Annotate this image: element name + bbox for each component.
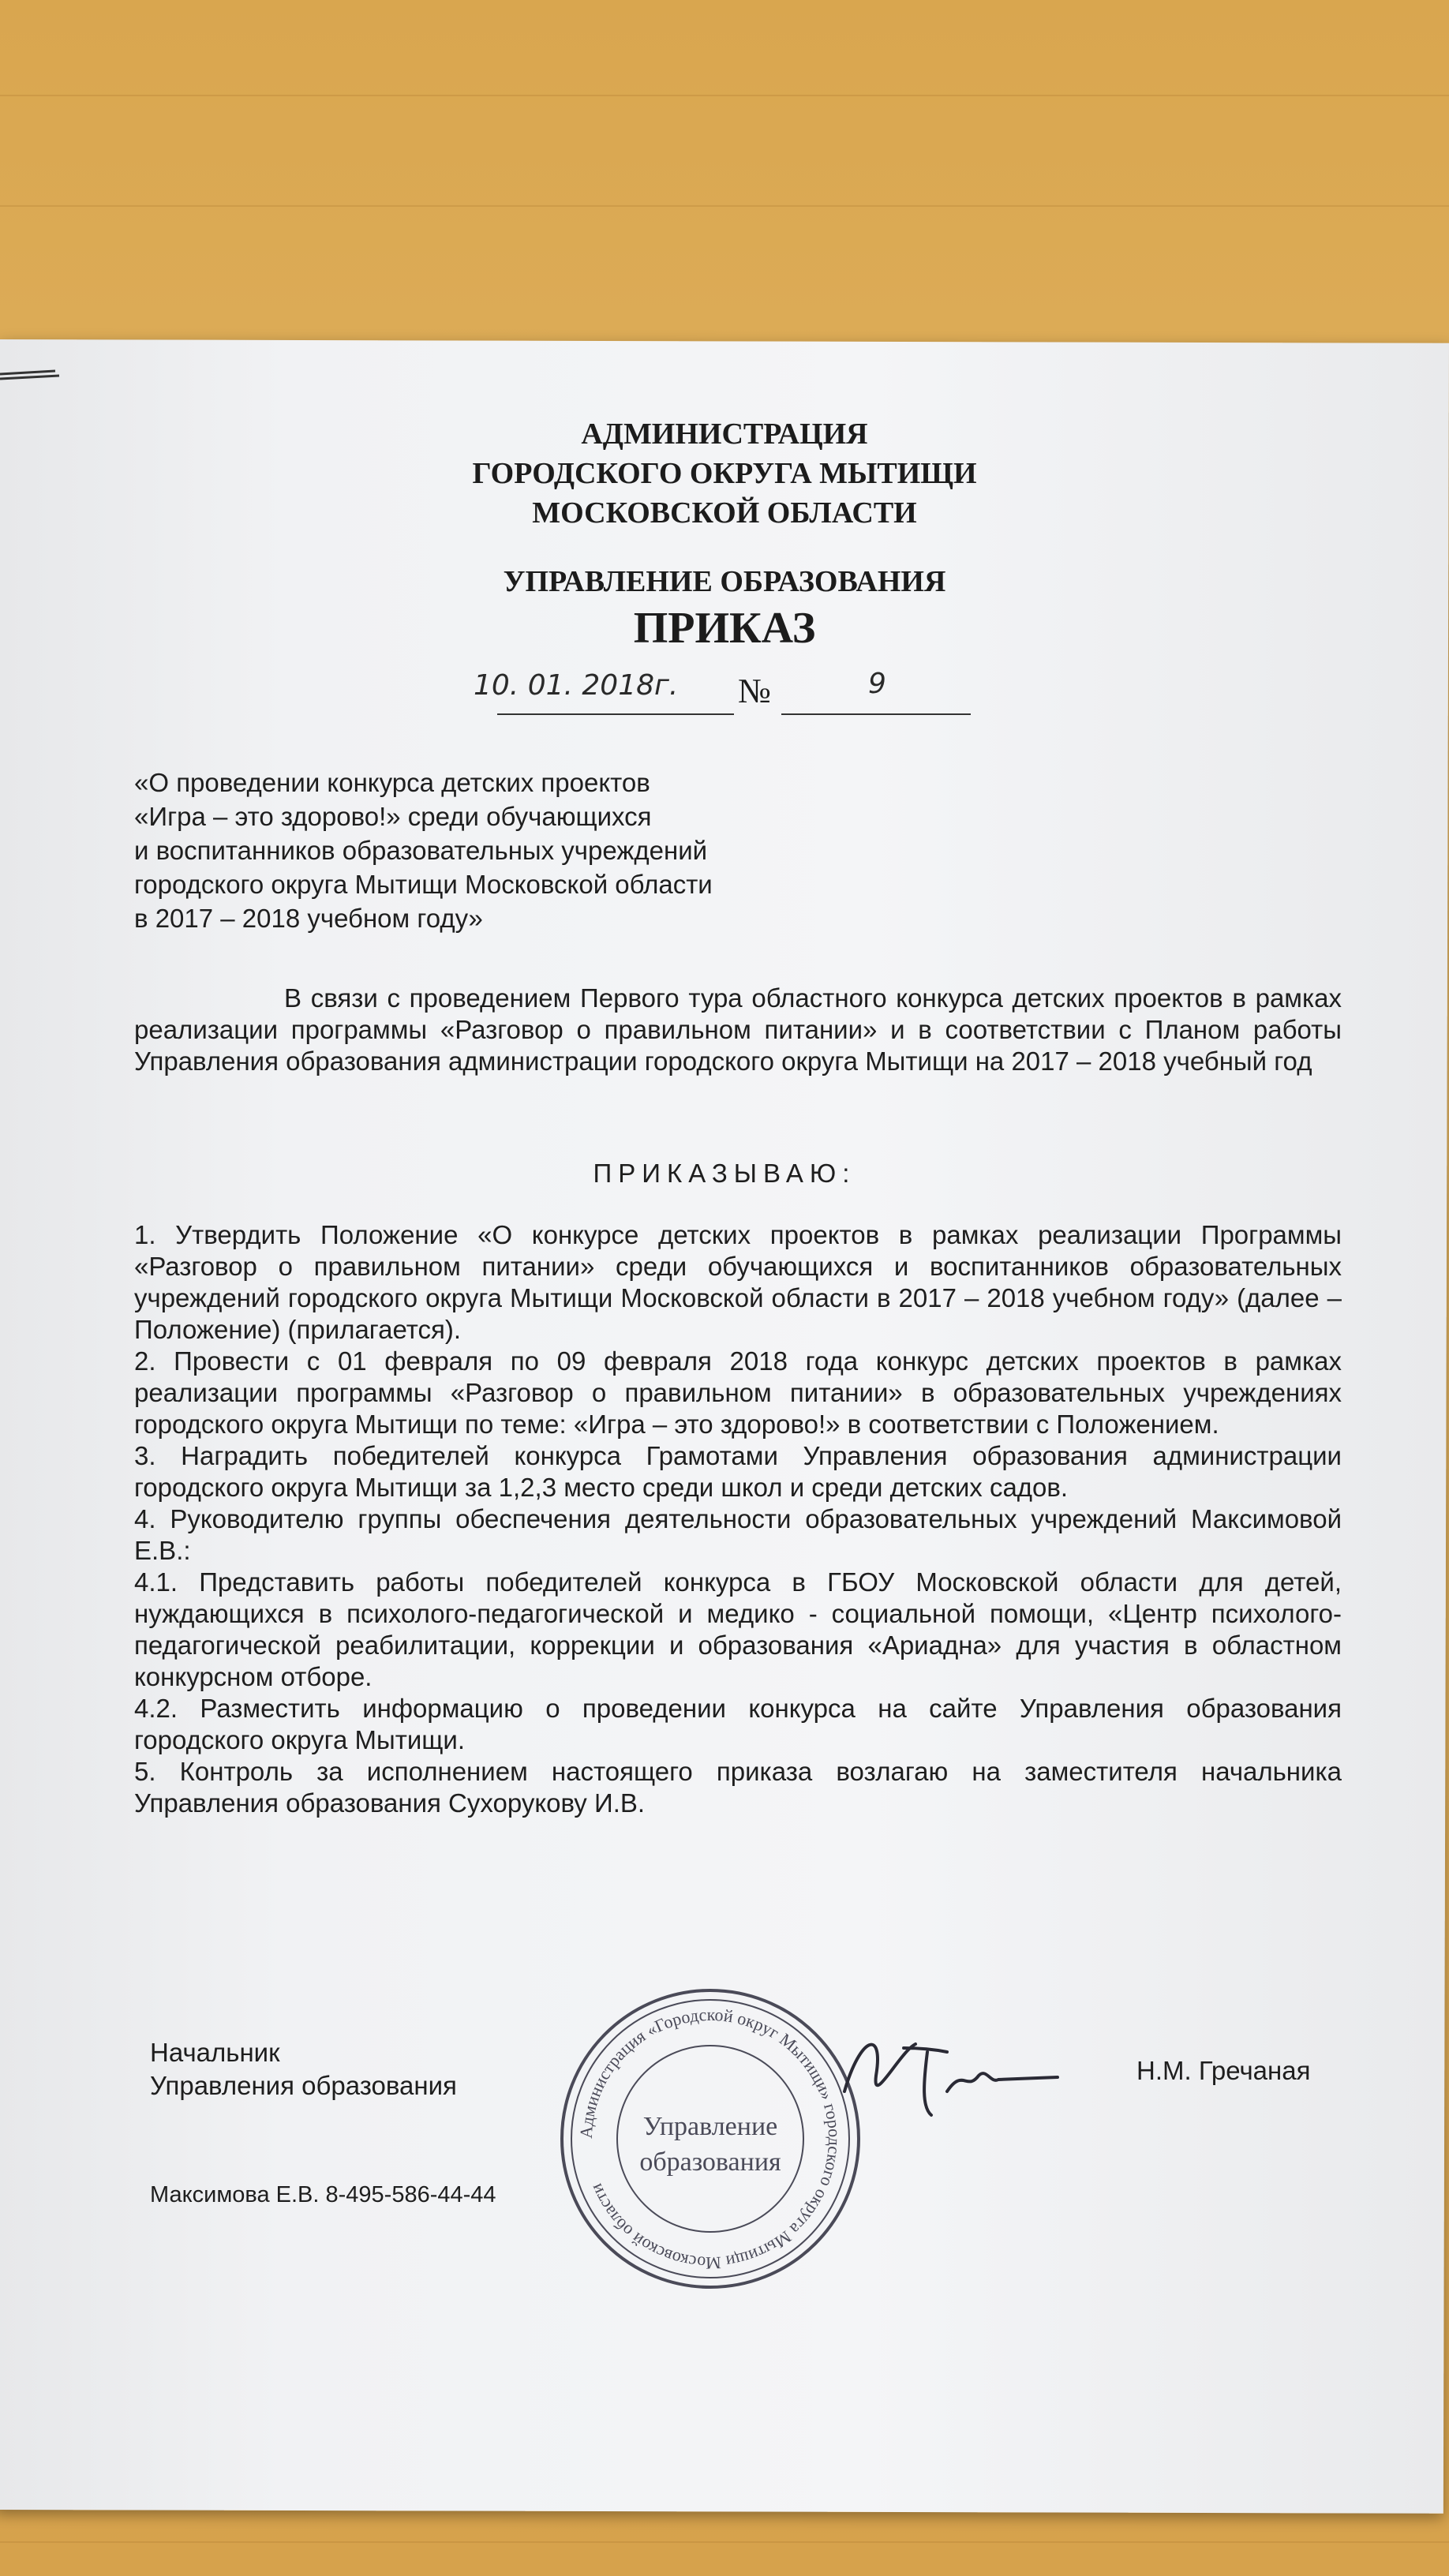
order-date: 10. 01. 2018г. <box>474 669 679 702</box>
position-line-2: Управления образования <box>150 2071 457 2100</box>
preamble <box>134 983 1342 1077</box>
subject-line: в 2017 – 2018 учебном году» <box>134 904 483 933</box>
table-grain <box>0 2541 1449 2543</box>
order-item: 4.2. Разместить информацию о проведении конкурса на сайте Управления образования городского округа Мытищи. <box>134 1694 1342 1754</box>
subject-line: «О проведении конкурса детских проектов <box>134 768 650 797</box>
order-subject <box>134 766 713 935</box>
order-item: 5. Контроль за исполнением настоящего приказа возлагаю на заместителя начальника Управления образования Сухорукову И.В. <box>134 1757 1342 1818</box>
position-line-1: Начальник <box>150 2038 280 2067</box>
order-word: ПРИКАЗЫВАЮ: <box>593 1159 856 1188</box>
header-line-2: ГОРОДСКОГО ОКРУГА МЫТИЩИ <box>472 457 977 490</box>
order-item: 1. Утвердить Положение «О конкурсе детских проектов в рамках реализации Программы «Разговор о правильном питании» среди обучающихся и воспитанников образовательных учреждений городского округа Мытищи Московской области в 2017 – 2018 учебном году» (далее – Положение) (прилагается). <box>134 1220 1342 1344</box>
order-item: 2. Провести с 01 февраля по 09 февраля 2018 года конкурс детских проектов в рамках реализации программы «Разговор о правильном питании» в образовательных учреждениях городского округа Мытищи по теме: «Игра – это здорово!» в соответствии с Положением. <box>134 1346 1342 1439</box>
header-department: УПРАВЛЕНИЕ ОБРАЗОВАНИЯ <box>503 565 946 598</box>
order-item: 4. Руководителю группы обеспечения деятельности образовательных учреждений Максимовой Е.В.: <box>134 1504 1342 1565</box>
seal-center-line-2: образования <box>639 2147 781 2177</box>
signatory-name: Н.М. Гречаная <box>1136 2056 1311 2085</box>
seal-ring-text: Администрация «Городской округ Мытищи» городского округа Мытищи Московской области <box>575 2004 845 2274</box>
seal-center-line-1: Управление <box>642 2112 778 2141</box>
order-item: 4.1. Представить работы победителей конкурса в ГБОУ Московской области для детей, нуждающихся в психолого-педагогической и медико - социальной помощи, «Центр психолого-педагогической реабилитации, коррекции и образования «Ариадна» для участия в областном конкурсном отборе. <box>134 1567 1342 1691</box>
subject-line: «Игра – это здорово!» среди обучающихся <box>134 802 652 831</box>
subject-line: городского округа Мытищи Московской области <box>134 870 713 899</box>
table-grain <box>0 95 1449 96</box>
handwritten-signature <box>829 2020 1065 2131</box>
order-item: 3. Наградить победителей конкурса Грамотами Управления образования администрации городского округа Мытищи за 1,2,3 место среди школ и среди детских садов. <box>134 1441 1342 1502</box>
order-items <box>134 1219 1342 1819</box>
number-sign: № <box>738 672 771 710</box>
table-grain <box>0 205 1449 207</box>
executor-contact: Максимова Е.В. 8-495-586-44-44 <box>150 2182 496 2207</box>
order-number: 9 <box>868 668 886 700</box>
header-line-1: АДМИНИСТРАЦИЯ <box>581 417 868 451</box>
header-org <box>0 414 1449 533</box>
header-line-3: МОСКОВСКОЙ ОБЛАСТИ <box>532 496 917 530</box>
preamble-text: В связи с проведением Первого тура областного конкурса детских проектов в рамках реализации программы «Разговор о правильном питании» и в соответствии с Планом работы Управления образования администрации городского округа Мытищи на 2017 – 2018 учебный год <box>134 983 1342 1076</box>
date-underline <box>497 713 734 715</box>
official-seal <box>552 1981 868 2297</box>
document-title: ПРИКАЗ <box>633 604 816 653</box>
signatory-position <box>150 2036 457 2102</box>
number-underline <box>781 713 971 715</box>
subject-line: и воспитанников образовательных учреждений <box>134 836 708 865</box>
staple-icon <box>0 369 63 384</box>
